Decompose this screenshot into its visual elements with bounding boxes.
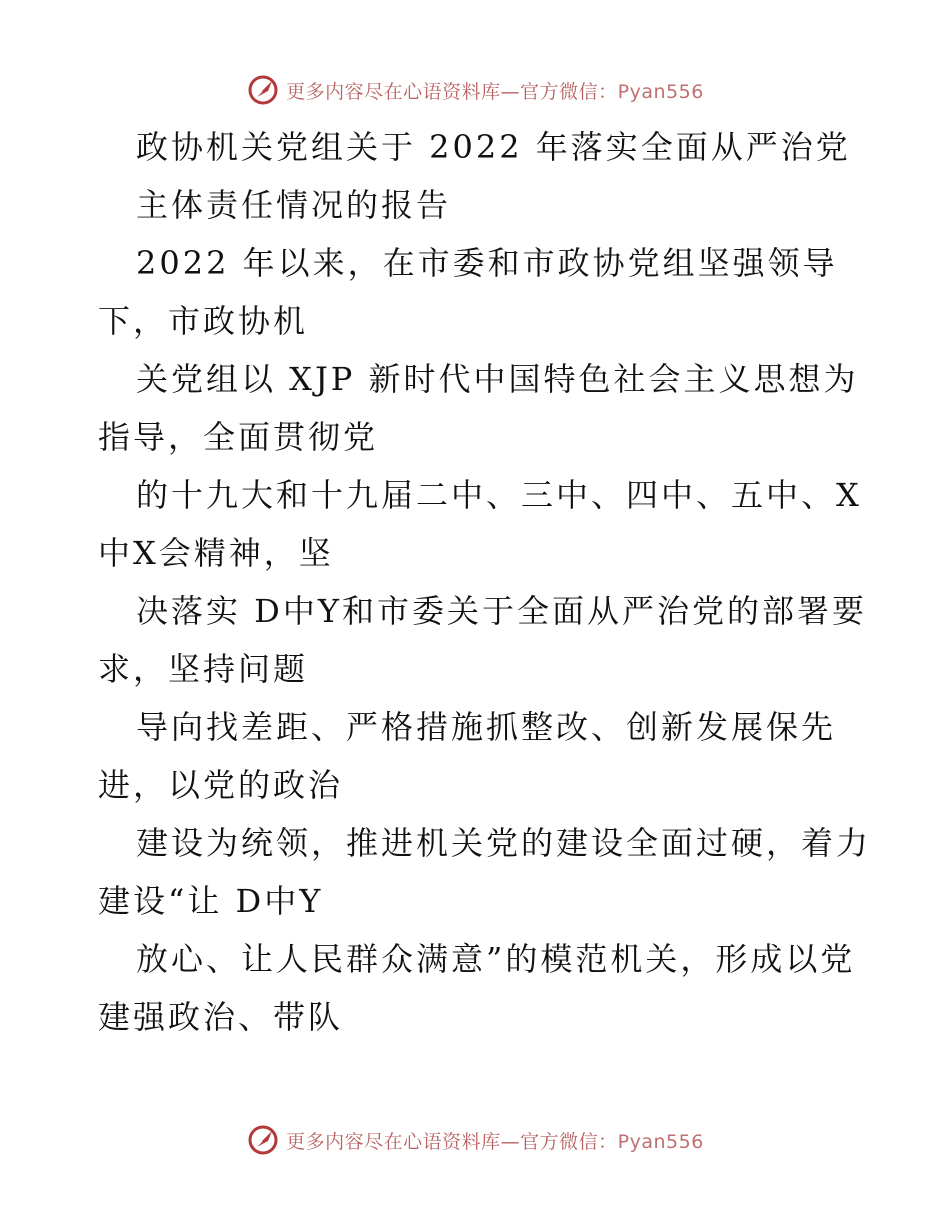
paragraph-line: 下，市政协机 xyxy=(98,302,309,340)
paragraph-line: 进，以党的政治 xyxy=(98,766,344,804)
watermark-wechat-id: Pyan556 xyxy=(617,80,704,103)
watermark-banner-inner xyxy=(246,1123,704,1157)
paragraph-line: 放心、让人民群众满意”的模范机关，形成以党 xyxy=(136,940,856,978)
paragraph-line: 建设为统领，推进机关党的建设全面过硬，着力 xyxy=(136,824,872,862)
watermark-banner-bottom xyxy=(0,1120,950,1160)
quill-logo-icon xyxy=(246,1123,280,1157)
paragraph-line: 指导，全面贯彻党 xyxy=(98,418,379,456)
paragraph-line: 建强政治、带队 xyxy=(98,998,344,1036)
paragraph-line: 关党组以 XJP 新时代中国特色社会主义思想为 xyxy=(136,360,859,398)
watermark-banner-top xyxy=(0,70,950,110)
watermark-text-main: 更多内容尽在心语资料库—官方微信： xyxy=(286,1130,618,1153)
paragraph-line: 建设“让 D中Y xyxy=(98,882,324,920)
quill-logo-icon xyxy=(246,73,280,107)
watermark-text xyxy=(286,77,704,104)
watermark-banner-inner xyxy=(246,73,704,107)
watermark-wechat-id: Pyan556 xyxy=(617,1130,704,1153)
doc-title-line-1: 政协机关党组关于 2022 年落实全面从严治党 xyxy=(136,128,851,166)
paragraph-line: 导向找差距、严格措施抓整改、创新发展保先 xyxy=(136,708,837,746)
paragraph-line: 中X会精神，坚 xyxy=(98,534,334,572)
paragraph-line: 的十九大和十九届二中、三中、四中、五中、X xyxy=(136,476,862,514)
watermark-text xyxy=(286,1127,704,1154)
paragraph-line: 2022 年以来，在市委和市政协党组坚强领导 xyxy=(136,244,838,282)
paragraph-line: 求，坚持问题 xyxy=(98,650,309,688)
doc-title-line-2: 主体责任情况的报告 xyxy=(136,186,452,224)
watermark-text-main: 更多内容尽在心语资料库—官方微信： xyxy=(286,80,618,103)
paragraph-line: 决落实 D中Y和市委关于全面从严治党的部署要 xyxy=(136,592,867,630)
